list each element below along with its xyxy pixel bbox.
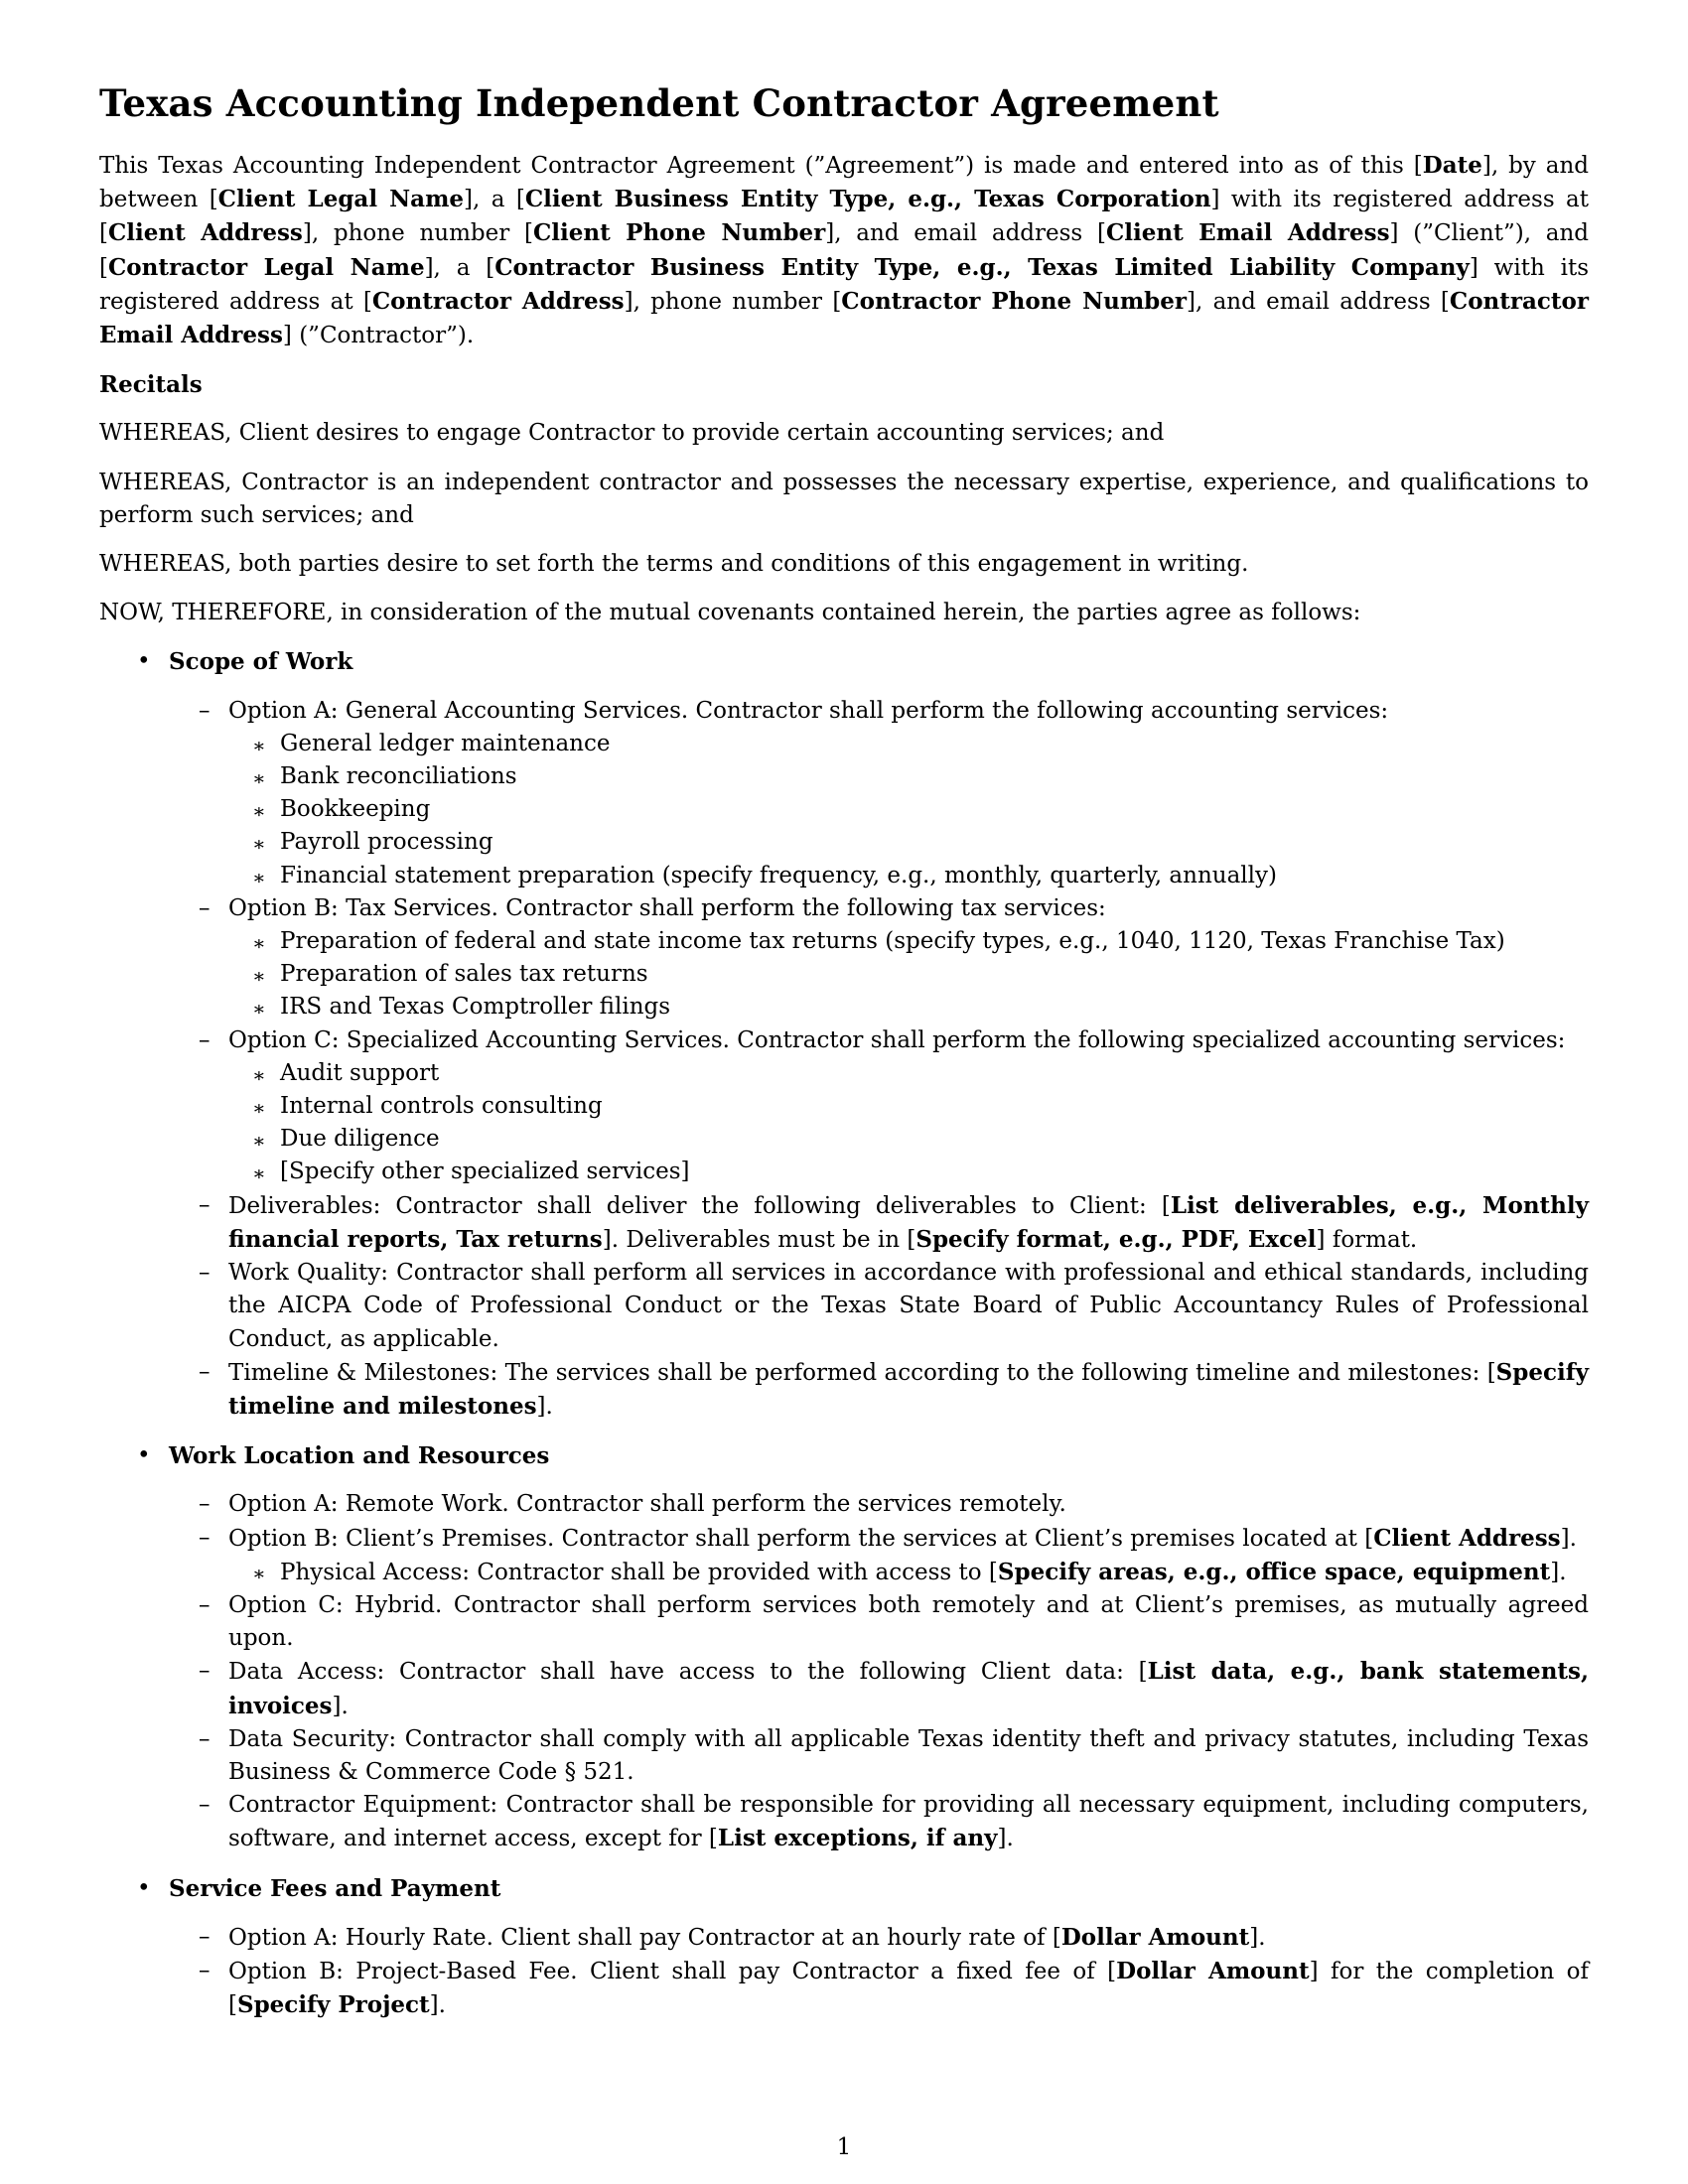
list-item: ∗ Bookkeeping [252,796,431,824]
whereas-2: WHEREAS, Contractor is an independent contractor and possesses the necessary expertise, experience, and qualifications to perform such services; and [99,469,1589,528]
section-list [99,645,1589,2022]
list-item: ∗ Due diligence [252,1126,440,1154]
bullet-marker: • [137,1442,151,1469]
list-item: ∗ Physical Access: Contractor shall be provided with access to [Specify areas, e.g., office space, equipment]. [252,1558,1567,1585]
list-item: – Option A: Remote Work. Contractor shall perform the services remotely. [199,1491,1066,1518]
whereas-3: WHEREAS, both parties desire to set forth the terms and conditions of this engagement in writing. [99,551,1249,578]
list-item: ∗ Internal controls consulting [252,1093,603,1121]
bullet-marker: • [137,648,151,675]
document-page [99,81,1589,2038]
list-item: ∗ Audit support [252,1059,440,1087]
list-item: – Data Access: Contractor shall have access to the following Client data: [List data, e.g., bank statements, invoices]. [199,1658,1589,1719]
document-title: Texas Accounting Independent Contractor Agreement [99,81,1219,125]
list-item: – Contractor Equipment: Contractor shall be responsible for providing all necessary equipment, including computers, software, and internet access, except for [List exceptions, if any]. [199,1792,1589,1852]
list-item: ∗ Financial statement preparation (specify frequency, e.g., monthly, quarterly, annually) [252,862,1277,889]
intro-paragraph: This Texas Accounting Independent Contractor Agreement (”Agreement”) is made and entered into as of this [Date], by and between [Client Legal Name], a [Client Business Entity Type, e.g., Texas Corporation] with its registered address at [Client Address], phone number [Client Phone Number], and email address [Client Email Address] (”Client”), and [Contractor Legal Name], a [Contractor Business Entity Type, e.g., Texas Limited Liability Company] with its registered address at [Contractor Address], phone number [Contractor Phone Number], and email address [Contractor Email Address] (”Contractor”). [99,152,1590,349]
section-title: Work Location and Resources [169,1442,550,1470]
bullet-marker: • [137,1874,151,1901]
list-item: – Option A: Hourly Rate. Client shall pay Contractor at an hourly rate of [Dollar Amount]. [199,1923,1266,1951]
list-item: – Option A: General Accounting Services. Contractor shall perform the following accounting services: ∗ General ledger maintenance ∗ Bank reconciliations ∗ Bookkeeping ∗ Payroll processing ∗ Financial statement preparation (specify frequency, e.g., monthly, quarterly, annually) [169,695,1589,892]
list-item: ∗ [Specify other specialized services] [252,1159,690,1186]
whereas-1: WHEREAS, Client desires to engage Contractor to provide certain accounting services; and [99,420,1165,447]
section-title: Scope of Work [169,648,353,676]
section-title: Service Fees and Payment [169,1874,501,1902]
list-item: – Option B: Tax Services. Contractor shall perform the following tax services: ∗ Preparation of federal and state income tax returns (specify types, e.g., 1040, 1120, Texas Franchise Tax) ∗ Preparation of sales tax returns ∗ IRS and Texas Comptroller filings [169,892,1589,1024]
list-item: – Data Security: Contractor shall comply with all applicable Texas identity theft and privacy statutes, including Texas Business & Commerce Code § 521. [199,1725,1589,1785]
list-item: – Option B: Client’s Premises. Contractor shall perform the services at Client’s premises located at [Client Address]. ∗ Physical Access: Contractor shall be provided with access to [Specify areas, e.g., office space, equipment]. [169,1522,1589,1589]
now-therefore: NOW, THEREFORE, in consideration of the mutual covenants contained herein, the parties agree as follows: [99,600,1361,626]
list-item: ∗ Preparation of federal and state income tax returns (specify types, e.g., 1040, 1120, Texas Franchise Tax) [252,928,1505,956]
list-item: ∗ Payroll processing [252,829,493,857]
list-item-deliverables: – Deliverables: Contractor shall deliver the following deliverables to Client: [List deliverables, e.g., Monthly financial reports, Tax returns]. Deliverables must be in [Specify format, e.g., PDF, Excel] format. [199,1191,1589,1253]
list-item: ∗ IRS and Texas Comptroller filings [252,994,671,1022]
list-item: ∗ Preparation of sales tax returns [252,961,648,989]
section-service-fees [99,1872,1589,2023]
section-scope-of-work [99,645,1589,1424]
list-item: – Option C: Hybrid. Contractor shall perform services both remotely and at Client’s premises, as mutually agreed upon. [199,1591,1589,1652]
page-number: 1 [836,2134,852,2160]
list-item: – Option B: Project-Based Fee. Client shall pay Contractor a fixed fee of [Dollar Amount] for the completion of [Specify Project]. [199,1957,1590,2019]
list-item: – Option C: Specialized Accounting Services. Contractor shall perform the following specialized accounting services: ∗ Audit support ∗ Internal controls consulting ∗ Due diligence ∗ [Specify other specialized services] [169,1024,1589,1189]
list-item: ∗ General ledger maintenance [252,730,611,757]
list-item: ∗ Bank reconciliations [252,763,517,791]
list-item-work-quality: – Work Quality: Contractor shall perform all services in accordance with professional and ethical standards, including the AICPA Code of Professional Conduct or the Texas State Board of Public Accountancy Rules of Professional Conduct, as applicable. [199,1260,1589,1352]
recitals-heading: Recitals [99,371,203,399]
list-item-timeline: – Timeline & Milestones: The services shall be performed according to the following timeline and milestones: [Specify timeline and milestones]. [199,1358,1589,1420]
section-work-location [99,1439,1589,1855]
